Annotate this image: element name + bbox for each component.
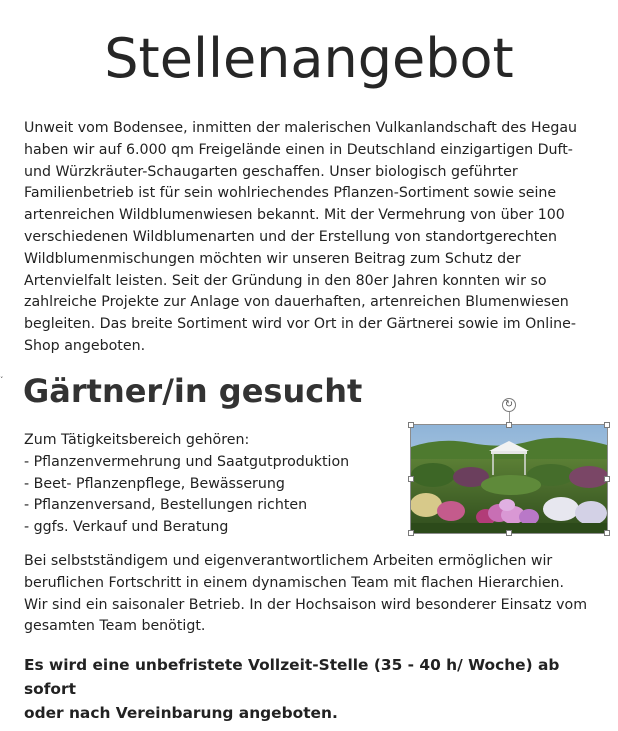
summary-line: Es wird eine unbefristete Vollzeit-Stelle (35 - 40 h/ Woche) ab sofort bbox=[24, 656, 560, 698]
rotate-handle-icon[interactable]: ↻ bbox=[502, 398, 516, 412]
intro-line: Artenvielfalt leisten. Seit der Gründung in den 80er Jahren konnten wir so bbox=[24, 272, 547, 289]
para2-line: Wir sind ein saisonaler Betrieb. In der Hochsaison wird besonderer Einsatz vom bbox=[24, 596, 588, 613]
resize-handle[interactable] bbox=[408, 476, 414, 482]
garden-photo-graphic bbox=[411, 425, 607, 533]
para2-line: Bei selbstständigem und eigenverantwortlichem Arbeiten ermöglichen wir bbox=[24, 553, 553, 569]
anchor-mark-icon: ˯ bbox=[0, 368, 4, 379]
intro-line: und Würzkräuter-Schaugarten geschaffen. Unser biologisch geführter bbox=[24, 163, 518, 180]
page-title: Stellenangebot bbox=[104, 27, 514, 90]
garden-photo[interactable] bbox=[411, 425, 607, 533]
intro-line: artenreichen Wildblumenwiesen bekannt. Mit der Vermehrung von über 100 bbox=[24, 207, 565, 224]
tasks-intro: Zum Tätigkeitsbereich gehören: bbox=[24, 432, 250, 448]
task-item: - Pflanzenversand, Bestellungen richten bbox=[24, 497, 308, 514]
resize-handle[interactable] bbox=[408, 422, 414, 428]
selected-image[interactable] bbox=[411, 399, 607, 533]
task-item: - Pflanzenvermehrung und Saatgutproduktion bbox=[24, 453, 350, 470]
position-summary bbox=[24, 653, 594, 725]
task-item: - Beet- Pflanzenpflege, Bewässerung bbox=[24, 475, 285, 492]
para2-line: gesamten Team benötigt. bbox=[24, 618, 206, 635]
task-item: - ggfs. Verkauf und Beratung bbox=[24, 519, 229, 536]
summary-line: oder nach Vereinbarung angeboten. bbox=[24, 704, 338, 722]
resize-handle[interactable] bbox=[408, 530, 414, 536]
resize-handle[interactable] bbox=[604, 476, 610, 482]
intro-line: Wildblumenmischungen möchten wir unseren Beitrag zum Schutz der bbox=[24, 250, 521, 267]
resize-handle[interactable] bbox=[604, 422, 610, 428]
tasks-list bbox=[24, 430, 404, 539]
resize-handle[interactable] bbox=[604, 530, 610, 536]
section-heading: Gärtner/in gesucht bbox=[23, 372, 363, 410]
resize-handle[interactable] bbox=[506, 530, 512, 536]
intro-paragraph bbox=[24, 118, 594, 358]
intro-line: Shop angeboten. bbox=[24, 337, 146, 354]
resize-handle[interactable] bbox=[506, 422, 512, 428]
intro-line: begleiten. Das breite Sortiment wird vor Ort in der Gärtnerei sowie im Online- bbox=[24, 316, 576, 333]
intro-line: haben wir auf 6.000 qm Freigelände einen in Deutschland einzigartigen Duft- bbox=[24, 141, 573, 158]
benefits-paragraph bbox=[24, 551, 594, 638]
para2-line: beruflichen Fortschritt in einem dynamischen Team mit flachen Hierarchien. bbox=[24, 574, 565, 591]
intro-line: zahlreiche Projekte zur Anlage von dauerhaften, artenreichen Blumenwiesen bbox=[24, 294, 569, 311]
intro-line: Unweit vom Bodensee, inmitten der malerischen Vulkanlandschaft des Hegau bbox=[24, 120, 578, 136]
intro-line: Familienbetrieb ist für sein wohlriechendes Pflanzen-Sortiment sowie seine bbox=[24, 185, 557, 202]
intro-line: verschiedenen Wildblumenarten und der Erstellung von standortgerechten bbox=[24, 228, 557, 245]
